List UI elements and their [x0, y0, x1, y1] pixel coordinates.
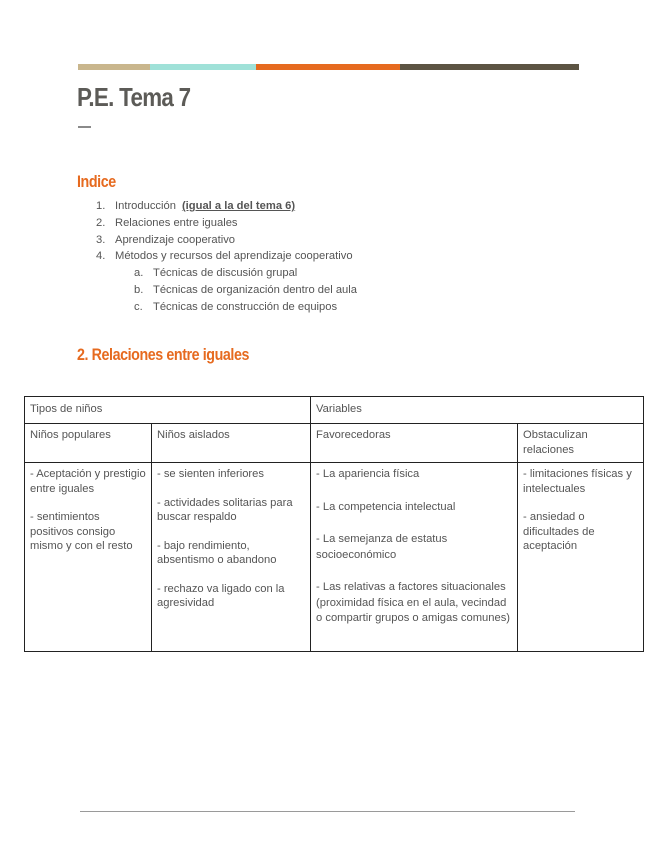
toc-subitem: b. Técnicas de organización dentro del aula: [134, 283, 357, 296]
cell-text: - La apariencia física: [316, 468, 420, 480]
cell-text: - sentimientos positivos consigo mismo y con el resto: [30, 511, 133, 552]
cell-text: - ansiedad o dificultades de aceptación: [523, 511, 595, 552]
footer-divider: [80, 811, 575, 812]
color-bar-segment: [256, 64, 400, 70]
cell-text: - La semejanza de estatus socioeconómico: [316, 533, 448, 561]
table-of-contents: [96, 198, 357, 316]
cell-populares: [25, 463, 152, 652]
toc-item-note: (igual a la del tema 6): [181, 200, 296, 212]
cell-text: - limitaciones físicas y intelectuales: [523, 468, 632, 495]
toc-item: 4. Métodos y recursos del aprendizaje cooperativo: [96, 250, 353, 263]
cell-favorecedoras: [311, 463, 518, 652]
cell-obstaculizan: [518, 463, 644, 652]
toc-item: 2. Relaciones entre iguales: [96, 216, 238, 229]
index-heading: Indice: [77, 172, 116, 191]
cell-text: - La competencia intelectual: [316, 500, 456, 513]
col-header-populares: Niños populares: [25, 424, 152, 463]
toc-subitem: a. Técnicas de discusión grupal: [134, 267, 298, 280]
color-bar-segment: [150, 64, 256, 70]
cell-text: - Las relativas a factores situacionales (proximidad física en el aula, vecindad o compartir grupos o amigas comunes): [316, 581, 511, 624]
cell-text: - se sienten inferiores: [157, 468, 264, 480]
col-header-favorecedoras: Favorecedoras: [311, 424, 518, 463]
cell-aislados: [152, 463, 311, 652]
group-header-tipos: Tipos de niños: [25, 397, 311, 424]
relations-table: [24, 396, 644, 652]
toc-item: 1. Introducción (igual a la del tema 6): [96, 198, 357, 215]
group-header-variables: Variables: [311, 397, 644, 424]
color-bar-segment: [400, 64, 579, 70]
toc-item: 3. Aprendizaje cooperativo: [96, 233, 236, 246]
col-header-obstaculizan: Obstaculizan relaciones: [518, 424, 644, 463]
cell-text: - rechazo va ligado con la agresividad: [157, 582, 285, 609]
title-underline: [78, 126, 91, 128]
page-title: P.E. Tema 7: [77, 82, 191, 112]
toc-subitem: c. Técnicas de construcción de equipos: [134, 300, 338, 313]
section-heading: 2. Relaciones entre iguales: [77, 345, 250, 364]
cell-text: - bajo rendimiento, absentismo o abandono: [157, 539, 277, 566]
cell-text: - Aceptación y prestigio entre iguales: [30, 468, 146, 495]
cell-text: - actividades solitarias para buscar respaldo: [157, 496, 293, 523]
col-header-aislados: Niños aislados: [152, 424, 311, 463]
header-color-bar: [78, 64, 579, 70]
color-bar-segment: [78, 64, 150, 70]
